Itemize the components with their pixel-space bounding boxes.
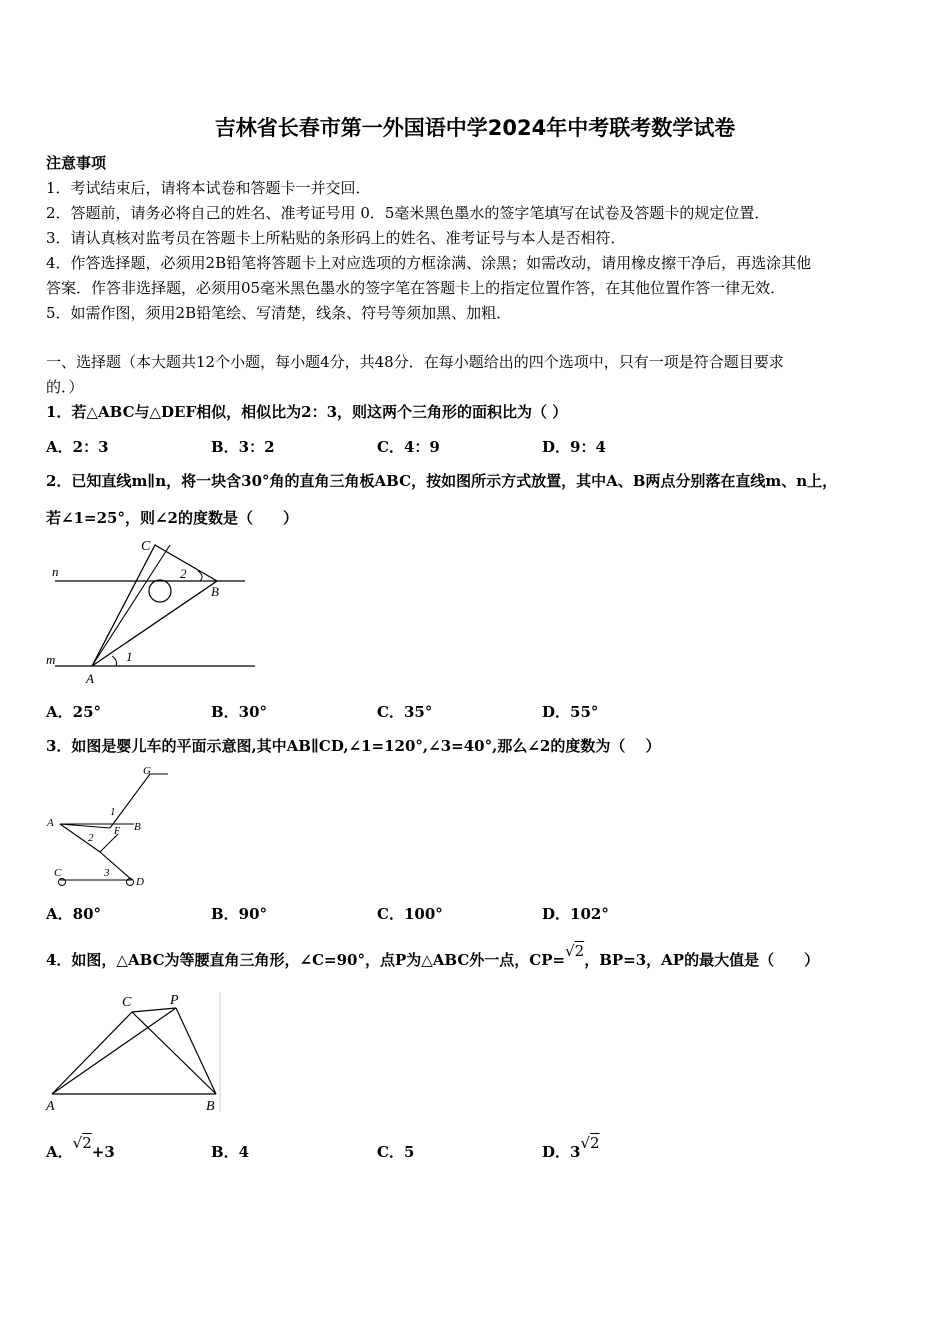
section-heading-cont: 的．） <box>46 378 84 396</box>
q2-option-c[interactable]: C．35° <box>377 703 433 721</box>
triangle-abc <box>92 545 217 666</box>
question-1-stem: 1．若△ABC与△DEF相似，相似比为2：3，则这两个三角形的面积比为（ ） <box>46 403 568 421</box>
q4-sqrt: √2 <box>565 942 585 960</box>
q4-option-d-prefix: D．3 <box>542 1143 581 1161</box>
label-c: C <box>54 867 62 879</box>
seat-edge <box>60 824 110 828</box>
q4-option-d-sqrt: √2 <box>580 1134 600 1152</box>
question-4-figure <box>40 988 225 1116</box>
q2-option-d[interactable]: D．55° <box>542 703 599 721</box>
label-f: F <box>114 826 121 837</box>
label-g: G <box>143 765 151 777</box>
q1-option-b[interactable]: B．3：2 <box>211 438 275 456</box>
segment-ap <box>52 1008 176 1094</box>
question-3-figure <box>40 760 180 895</box>
segment-pb <box>176 1008 216 1094</box>
notice-item: 5．如需作图，须用2B铅笔绘、写清楚，线条、符号等须加黑、加粗． <box>46 304 512 322</box>
q2-option-a[interactable]: A．25° <box>46 703 102 721</box>
notice-item: 2．答题前，请务必将自己的姓名、准考证号用 0．5毫米黑色墨水的签字笔填写在试卷及答题卡的规定位置． <box>46 204 770 222</box>
label-1: 1 <box>126 649 133 664</box>
label-1: 1 <box>110 806 116 818</box>
q4-stem-part-a: 4．如图，△ABC为等腰直角三角形，∠C=90°，点P为△ABC外一点，CP= <box>46 951 566 969</box>
q1-option-a[interactable]: A．2：3 <box>46 438 109 456</box>
q4-stem-part-b: ，BP=3，AP的最大值是（ ） <box>584 951 820 969</box>
q4-option-a-radicand: 2 <box>82 1134 92 1152</box>
notice-item: 1．考试结束后，请将本试卷和答题卡一并交回． <box>46 179 371 197</box>
question-2-figure <box>40 530 270 690</box>
question-3-stem: 3．如图是婴儿车的平面示意图,其中AB∥CD,∠1=120°,∠3=40°,那么∠2的度数为（ ） <box>46 737 661 755</box>
label-p: P <box>170 993 179 1008</box>
q1-option-c[interactable]: C．4：9 <box>377 438 440 456</box>
q2-option-b[interactable]: B．30° <box>211 703 268 721</box>
q4-option-a[interactable] <box>46 1134 115 1162</box>
q4-option-b[interactable]: B．4 <box>211 1143 250 1161</box>
question-4-stem <box>46 942 820 970</box>
notice-heading: 注意事项 <box>46 154 107 172</box>
label-2: 2 <box>88 832 94 844</box>
q1-option-d[interactable]: D．9：4 <box>542 438 606 456</box>
segment-cp <box>132 1008 176 1012</box>
label-d: D <box>136 876 144 888</box>
label-b: B <box>206 1099 215 1114</box>
label-a: A <box>86 671 94 686</box>
notice-item: 4．作答选择题，必须用2B铅笔将答题卡上对应选项的方框涂满、涂黑；如需改动，请用橡皮擦干净后，再选涂其他 <box>46 254 812 272</box>
question-2-stem: 2．已知直线m∥n，将一块含30°角的直角三角板ABC，按如图所示方式放置，其中A、B两点分别落在直线m、n上， <box>46 472 838 490</box>
frame-left <box>60 824 100 852</box>
segment-ac <box>52 1012 132 1094</box>
q4-option-d[interactable] <box>542 1134 600 1162</box>
label-b: B <box>134 821 141 833</box>
q3-option-c[interactable]: C．100° <box>377 905 443 923</box>
q3-option-d[interactable]: D．102° <box>542 905 609 923</box>
triangle-inner-edge <box>92 545 170 666</box>
page-title: 吉林省长春市第一外国语中学2024年中考联考数学试卷 <box>214 116 736 140</box>
notice-item: 3．请认真核对监考员在答题卡上所粘贴的条形码上的姓名、准考证号与本人是否相符． <box>46 229 626 247</box>
label-a: A <box>47 817 54 829</box>
q4-option-a-prefix: A． <box>46 1143 73 1161</box>
section-heading: 一、选择题（本大题共12个小题，每小题4分，共48分．在每小题给出的四个选项中，只有一项是符合题目要求 <box>46 353 784 371</box>
q4-option-a-sqrt: √2 <box>72 1134 92 1152</box>
label-3: 3 <box>104 867 110 879</box>
q3-option-b[interactable]: B．90° <box>211 905 268 923</box>
angle-1-arc <box>112 656 117 666</box>
q3-option-a[interactable]: A．80° <box>46 905 102 923</box>
label-2: 2 <box>180 566 187 581</box>
label-n: n <box>52 564 59 579</box>
question-2-stem-cont: 若∠1=25°，则∠2的度数是（ ） <box>46 509 298 527</box>
q4-radicand: 2 <box>574 942 585 960</box>
notice-item: 答案．作答非选择题，必须用05毫米黑色墨水的签字笔在答题卡上的指定位置作答，在其他位置作答一律无效． <box>46 279 786 297</box>
handle-rod <box>110 774 150 828</box>
label-m: m <box>46 652 56 667</box>
q4-option-c[interactable]: C．5 <box>377 1143 415 1161</box>
segment-cb <box>132 1012 216 1094</box>
q4-option-a-suffix: +3 <box>91 1143 115 1161</box>
label-c: C <box>141 539 151 554</box>
label-a: A <box>46 1099 55 1114</box>
label-c: C <box>122 995 132 1010</box>
triangle-hole <box>149 580 171 602</box>
q4-option-d-radicand: 2 <box>590 1134 600 1152</box>
label-b: B <box>211 584 219 599</box>
